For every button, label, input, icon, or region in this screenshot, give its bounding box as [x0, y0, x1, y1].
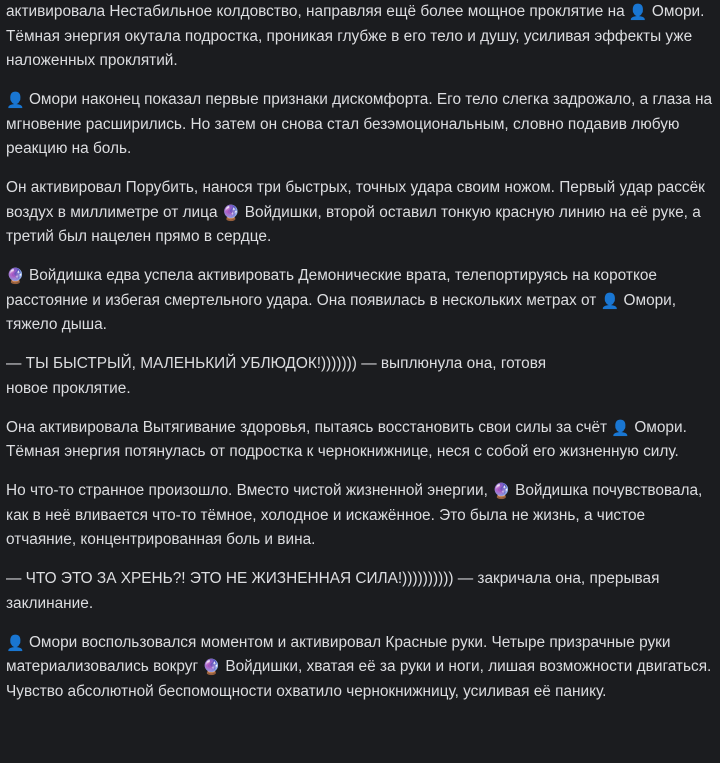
paragraph-text: новое проклятие.	[6, 379, 131, 397]
story-paragraph	[6, 88, 714, 162]
paragraph-text: Омори. Тёмная энергия потянулась от подростка к чернокнижнице, неся с собой его жизненную силу.	[6, 418, 687, 461]
user-icon: 👤	[6, 633, 25, 652]
paragraph-text: Омори. Тёмная энергия окутала подростка, проникая глубже в его тело и душу, усиливая эффекты уже наложенных проклятий.	[6, 3, 705, 70]
crystal-ball-icon: 🔮	[6, 267, 25, 286]
crystal-ball-icon: 🔮	[221, 203, 241, 222]
crystal-ball-icon: 🔮	[202, 658, 222, 677]
story-paragraph	[6, 631, 714, 705]
paragraph-text: Войдишка почувствовала, как в неё вливается что-то тёмное, холодное и искажённое. Это была не жизнь, а чистое отчаяние, концентрированная боль и вина.	[6, 482, 703, 549]
paragraph-text: Он активировал Порубить, нанося три быстрых, точных удара своим ножом. Первый удар рассёк воздух в миллиметре от лица	[6, 179, 705, 221]
paragraph-text: Войдишка едва успела активировать Демонические врата, телепортируясь на короткое расстояние и избегая смертельного удара. Она появилась в нескольких метрах от	[6, 267, 657, 309]
story-paragraph	[6, 352, 714, 401]
user-icon: 👤	[6, 91, 25, 110]
story-paragraph	[6, 567, 714, 616]
paragraph-text: Она активировала Вытягивание здоровья, пытаясь восстановить свои силы за счёт	[6, 418, 612, 436]
story-paragraph	[6, 416, 714, 465]
paragraph-text: Войдишки, хватая её за руки и ноги, лишая возможности двигаться. Чувство абсолютной беспомощности охватило чернокнижницу, усиливая её панику.	[6, 658, 712, 701]
story-paragraph	[6, 0, 714, 74]
story-paragraph	[6, 176, 714, 250]
paragraph-text: Войдишки, второй оставил тонкую красную линию на её руке, а третий был нацелен прямо в сердце.	[6, 203, 701, 246]
user-icon: 👤	[600, 291, 620, 310]
paragraph-text: Но что-то странное произошло. Вместо чистой жизненной энергии,	[6, 482, 493, 500]
paragraph-text: Омори наконец показал первые признаки дискомфорта. Его тело слегка задрожало, а глаза на мгновение расширились. Но затем он снова стал безэмоциональным, словно подавив любую реакцию на боль.	[6, 91, 713, 158]
paragraph-text: Омори, тяжело дыша.	[6, 291, 677, 334]
paragraph-text: активировала Нестабильное колдовство, направляя ещё более мощное проклятие на	[6, 3, 629, 20]
crystal-ball-icon: 🔮	[492, 482, 511, 501]
paragraph-text: — ЧТО ЭТО ЗА ХРЕНЬ?! ЭТО НЕ ЖИЗНЕННАЯ СИЛА!)))))))))) — закричала она, прерывая заклинание.	[6, 570, 660, 612]
paragraph-text: — ТЫ БЫСТРЫЙ, МАЛЕНЬКИЙ УБЛЮДОК!))))))) — выплюнула она, готовя	[6, 355, 547, 373]
paragraph-text: Омори воспользовался моментом и активировал Красные руки. Четыре призрачные руки материализовались вокруг	[6, 633, 671, 676]
user-icon: 👤	[628, 3, 648, 21]
user-icon: 👤	[611, 418, 631, 437]
story-paragraph	[6, 264, 714, 338]
story-paragraph	[6, 479, 714, 553]
